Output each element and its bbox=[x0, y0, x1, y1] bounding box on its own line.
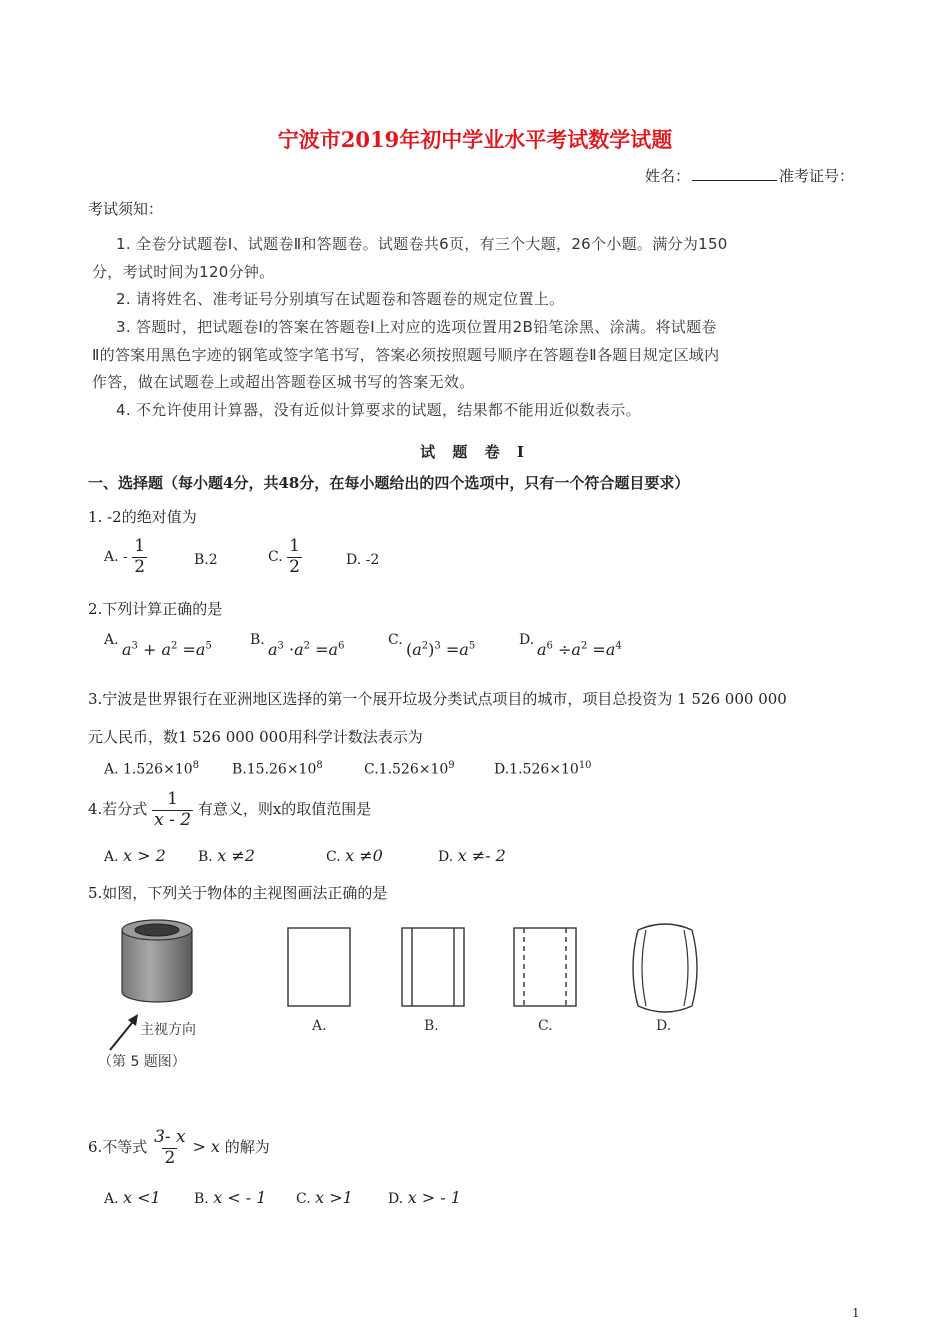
q2-option-c-expr: $(a^2)^3 =a^5$ bbox=[406, 640, 476, 659]
q3-line-1: 3.宁波是世界银行在亚洲地区选择的第一个展开垃圾分类试点项目的城市，项目总投资为 1 526 000 000 bbox=[88, 690, 787, 708]
q4-stem-post: 有意义，则x的取值范围是 bbox=[197, 800, 372, 819]
q2-option-a-expr: $a^3 + a^2 =a^5$ bbox=[122, 640, 212, 659]
notice-line-2: 分，考试时间为120分钟。 bbox=[92, 263, 275, 281]
q6-stem-post: 的解为 bbox=[224, 1138, 270, 1157]
q3-option-a bbox=[104, 760, 199, 778]
q1-c-den: 2 bbox=[289, 556, 300, 577]
name-id-line bbox=[645, 165, 854, 186]
q6-option-b bbox=[194, 1188, 266, 1207]
q6-b-expr: x < - 1 bbox=[213, 1188, 267, 1207]
q4-c-expr: x ≠0 bbox=[345, 846, 383, 865]
q6-option-a bbox=[104, 1188, 161, 1207]
page-number: 1 bbox=[852, 1306, 860, 1320]
q4-d-expr: x ≠- 2 bbox=[457, 846, 506, 865]
q6-stem bbox=[88, 1128, 270, 1168]
q5-stem: 5.如图，下列关于物体的主视图画法正确的是 bbox=[88, 884, 388, 902]
notice-heading: 考试须知： bbox=[88, 200, 164, 218]
q4-frac-num: 1 bbox=[167, 789, 178, 809]
view-d-label: D. bbox=[656, 1018, 672, 1034]
page-title: 宁波市2019年初中学业水平考试数学试题 bbox=[277, 127, 673, 152]
q3-line-2: 元人民币，数1 526 000 000用科学计数法表示为 bbox=[88, 728, 423, 746]
view-c bbox=[514, 928, 576, 1006]
q6-stem-pre: 6.不等式 bbox=[88, 1138, 148, 1157]
q6-a-label: A. bbox=[104, 1191, 119, 1207]
q6-c-label: C. bbox=[296, 1191, 311, 1207]
q4-c-label: C. bbox=[326, 849, 341, 865]
q6-d-label: D. bbox=[388, 1191, 404, 1207]
q6-option-d bbox=[388, 1188, 461, 1207]
q6-option-c bbox=[296, 1188, 353, 1207]
q2-option-d-expr: $a^6 \div a^2 =a^4$ bbox=[537, 640, 622, 659]
q1-option-c bbox=[268, 537, 302, 577]
q3-option-b bbox=[232, 760, 323, 778]
q4-frac-den: x - 2 bbox=[154, 809, 192, 830]
q4-b-label: B. bbox=[198, 849, 213, 865]
view-a-rect bbox=[288, 928, 350, 1006]
figure-caption: （第 5 题图） bbox=[98, 1054, 186, 1070]
q2-option-c-label: C. bbox=[388, 632, 403, 648]
q1-a-fraction bbox=[132, 537, 147, 577]
q1-c-fraction bbox=[287, 537, 302, 577]
q2-option-b-label: B. bbox=[250, 632, 265, 648]
id-label: 准考证号： bbox=[779, 167, 855, 185]
q6-relation: > x bbox=[192, 1137, 220, 1157]
part-one-heading: 一、选择题（每小题4分，共48分，在每小题给出的四个选项中，只有一个符合题目要求） bbox=[88, 474, 690, 492]
notice-line-6: 作答，做在试题卷上或超出答题卷区城书写的答案无效。 bbox=[92, 373, 475, 391]
q1-option-a bbox=[104, 537, 147, 577]
q6-a-expr: x <1 bbox=[123, 1188, 161, 1207]
view-a-label: A. bbox=[312, 1018, 327, 1034]
q3-b-exp: 8 bbox=[316, 760, 323, 771]
q4-stem bbox=[88, 790, 371, 830]
q1-c-label: C. bbox=[268, 549, 283, 566]
q3-c-text: C.1.526×10 bbox=[364, 761, 449, 778]
notice-line-4: 3. 答题时，把试题卷Ⅰ的答案在答题卷Ⅰ上对应的选项位置用2B铅笔涂黑、涂满。将试题卷 bbox=[116, 318, 717, 336]
q6-d-expr: x > - 1 bbox=[407, 1188, 461, 1207]
q5-figure bbox=[90, 908, 730, 1078]
q1-option-b: B.2 bbox=[194, 552, 218, 568]
view-d bbox=[633, 924, 697, 1012]
section-title: 试 题 卷 I bbox=[420, 443, 530, 461]
q4-a-label: A. bbox=[104, 849, 119, 865]
q1-option-d: D. -2 bbox=[346, 552, 380, 568]
q1-a-sign: - bbox=[123, 549, 128, 566]
q3-b-text: B.15.26×10 bbox=[232, 761, 317, 778]
q4-stem-pre: 4.若分式 bbox=[88, 800, 148, 819]
q1-a-label: A. bbox=[104, 549, 119, 566]
q4-option-c bbox=[326, 846, 383, 865]
q4-a-expr: x > 2 bbox=[123, 846, 166, 865]
name-blank bbox=[692, 168, 777, 181]
notice-line-1: 1. 全卷分试题卷Ⅰ、试题卷Ⅱ和答题卷。试题卷共6页，有三个大题，26个小题。满分为150 bbox=[116, 235, 728, 253]
q6-c-expr: x >1 bbox=[315, 1188, 353, 1207]
q6-frac-num: 3- x bbox=[154, 1127, 186, 1147]
q4-option-a bbox=[104, 846, 166, 865]
q4-fraction bbox=[152, 790, 193, 830]
notice-line-7: 4. 不允许使用计算器，没有近似计算要求的试题，结果都不能用近似数表示。 bbox=[116, 401, 641, 419]
q6-fraction bbox=[152, 1128, 188, 1168]
q1-c-num: 1 bbox=[289, 536, 300, 556]
q2-option-a-label: A. bbox=[104, 632, 119, 648]
q6-frac-den: 2 bbox=[164, 1147, 176, 1168]
notice-line-3: 2. 请将姓名、准考证号分别填写在试题卷和答题卷的规定位置上。 bbox=[116, 290, 565, 308]
q2-stem: 2.下列计算正确的是 bbox=[88, 600, 223, 618]
q2-option-b-expr: $a^3 \cdot a^2 =a^6$ bbox=[268, 640, 345, 659]
q3-option-d bbox=[494, 760, 592, 778]
q4-d-label: D. bbox=[438, 849, 454, 865]
q4-option-d bbox=[438, 846, 506, 865]
direction-label: 主视方向 bbox=[140, 1022, 196, 1038]
name-label: 姓名： bbox=[645, 167, 691, 185]
q1-a-num: 1 bbox=[134, 536, 146, 556]
q1-stem: 1. -2的绝对值为 bbox=[88, 508, 197, 526]
notice-line-5: Ⅱ的答案用黑色字迹的钢笔或签字笔书写，答案必须按照题号顺序在答题卷Ⅱ各题目规定区域内 bbox=[92, 346, 720, 364]
q4-b-expr: x ≠2 bbox=[217, 846, 255, 865]
view-direction-arrow bbox=[110, 1014, 138, 1050]
q2-option-d-label: D. bbox=[519, 632, 535, 648]
view-b bbox=[402, 928, 464, 1006]
q3-a-text: A. 1.526×10 bbox=[104, 761, 193, 778]
q4-option-b bbox=[198, 846, 255, 865]
q3-option-c bbox=[364, 760, 455, 778]
q3-d-text: D.1.526×10 bbox=[494, 761, 579, 778]
q6-b-label: B. bbox=[194, 1191, 209, 1207]
q1-a-den: 2 bbox=[134, 556, 146, 577]
q3-c-exp: 9 bbox=[448, 760, 455, 771]
q3-a-exp: 8 bbox=[192, 760, 200, 771]
view-c-label: C. bbox=[538, 1018, 553, 1034]
view-b-label: B. bbox=[424, 1018, 439, 1034]
cylinder-object bbox=[122, 920, 192, 1002]
q3-d-exp: 10 bbox=[578, 760, 592, 771]
